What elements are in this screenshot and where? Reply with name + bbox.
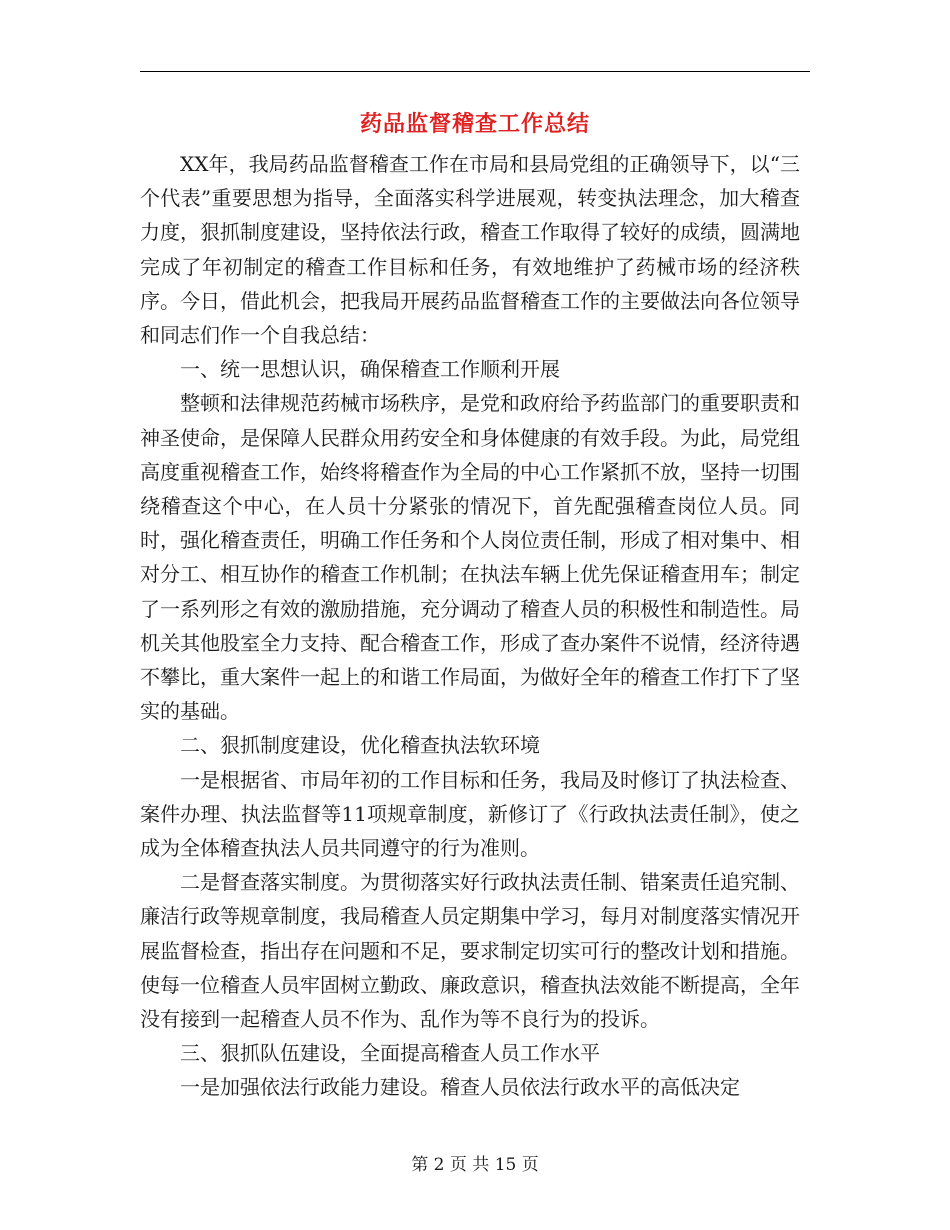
section-1-paragraph: 整顿和法律规范药械市场秩序，是党和政府给予药监部门的重要职责和神圣使命，是保障人民群众用药安全和身体健康的有效手段。为此，局党组高度重视稽查工作，始终将稽查作为全局的中心工作紧抓不放，坚持一切围绕稽查这个中心，在人员十分紧张的情况下，首先配强稽查岗位人员。同时，强化稽查责任，明确工作任务和个人岗位责任制，形成了相对集中、相对分工、相互协作的稽查工作机制；在执法车辆上优先保证稽查用车；制定了一系列形之有效的激励措施，充分调动了稽查人员的积极性和制造性。局机关其他股室全力支持、配合稽查工作，形成了查办案件不说情，经济待遇不攀比，重大案件一起上的和谐工作局面，为做好全年的稽查工作打下了坚实的基础。 — [140, 391, 800, 724]
page-number-footer: 第 2 页 共 15 页 — [411, 1155, 539, 1175]
section-2-paragraph-1: 一是根据省、市局年初的工作目标和任务，我局及时修订了执法检查、案件办理、执法监督等11项规章制度，新修订了《行政执法责任制》，使之成为全体稽查执法人员共同遵守的行为准则。 — [140, 767, 800, 861]
section-heading-3: 三、狠抓队伍建设，全面提高稽查人员工作水平 — [180, 1041, 600, 1066]
intro-paragraph: XX年，我局药品监督稽查工作在市局和县局党组的正确领导下，以“三个代表”重要思想为指导，全面落实科学进展观，转变执法理念，加大稽查力度，狠抓制度建设，坚持依法行政，稽查工作取得了较好的成绩，圆满地完成了年初制定的稽查工作目标和任务，有效地维护了药械市场的经济秩序。今日，借此机会，把我局开展药品监督稽查工作的主要做法向各位领导和同志们作一个自我总结： — [140, 152, 800, 348]
section-2-paragraph-2: 二是督查落实制度。为贯彻落实好行政执法责任制、错案责任追究制、廉洁行政等规章制度，我局稽查人员定期集中学习，每月对制度落实情况开展监督检查，指出存在问题和不足，要求制定切实可行的整改计划和措施。使每一位稽查人员牢固树立勤政、廉政意识，稽查执法效能不断提高，全年没有接到一起稽查人员不作为、乱作为等不良行为的投诉。 — [140, 870, 800, 1032]
header-rule — [140, 71, 810, 72]
section-heading-1: 一、统一思想认识，确保稽查工作顺利开展 — [180, 357, 560, 382]
section-heading-2: 二、狠抓制度建设，优化稽查执法软环境 — [180, 733, 540, 758]
document-body — [140, 147, 800, 1105]
section-3-paragraph-1: 一是加强依法行政能力建设。稽查人员依法行政水平的高低决定 — [180, 1075, 740, 1100]
document-title: 药品监督稽查工作总结 — [359, 111, 590, 137]
